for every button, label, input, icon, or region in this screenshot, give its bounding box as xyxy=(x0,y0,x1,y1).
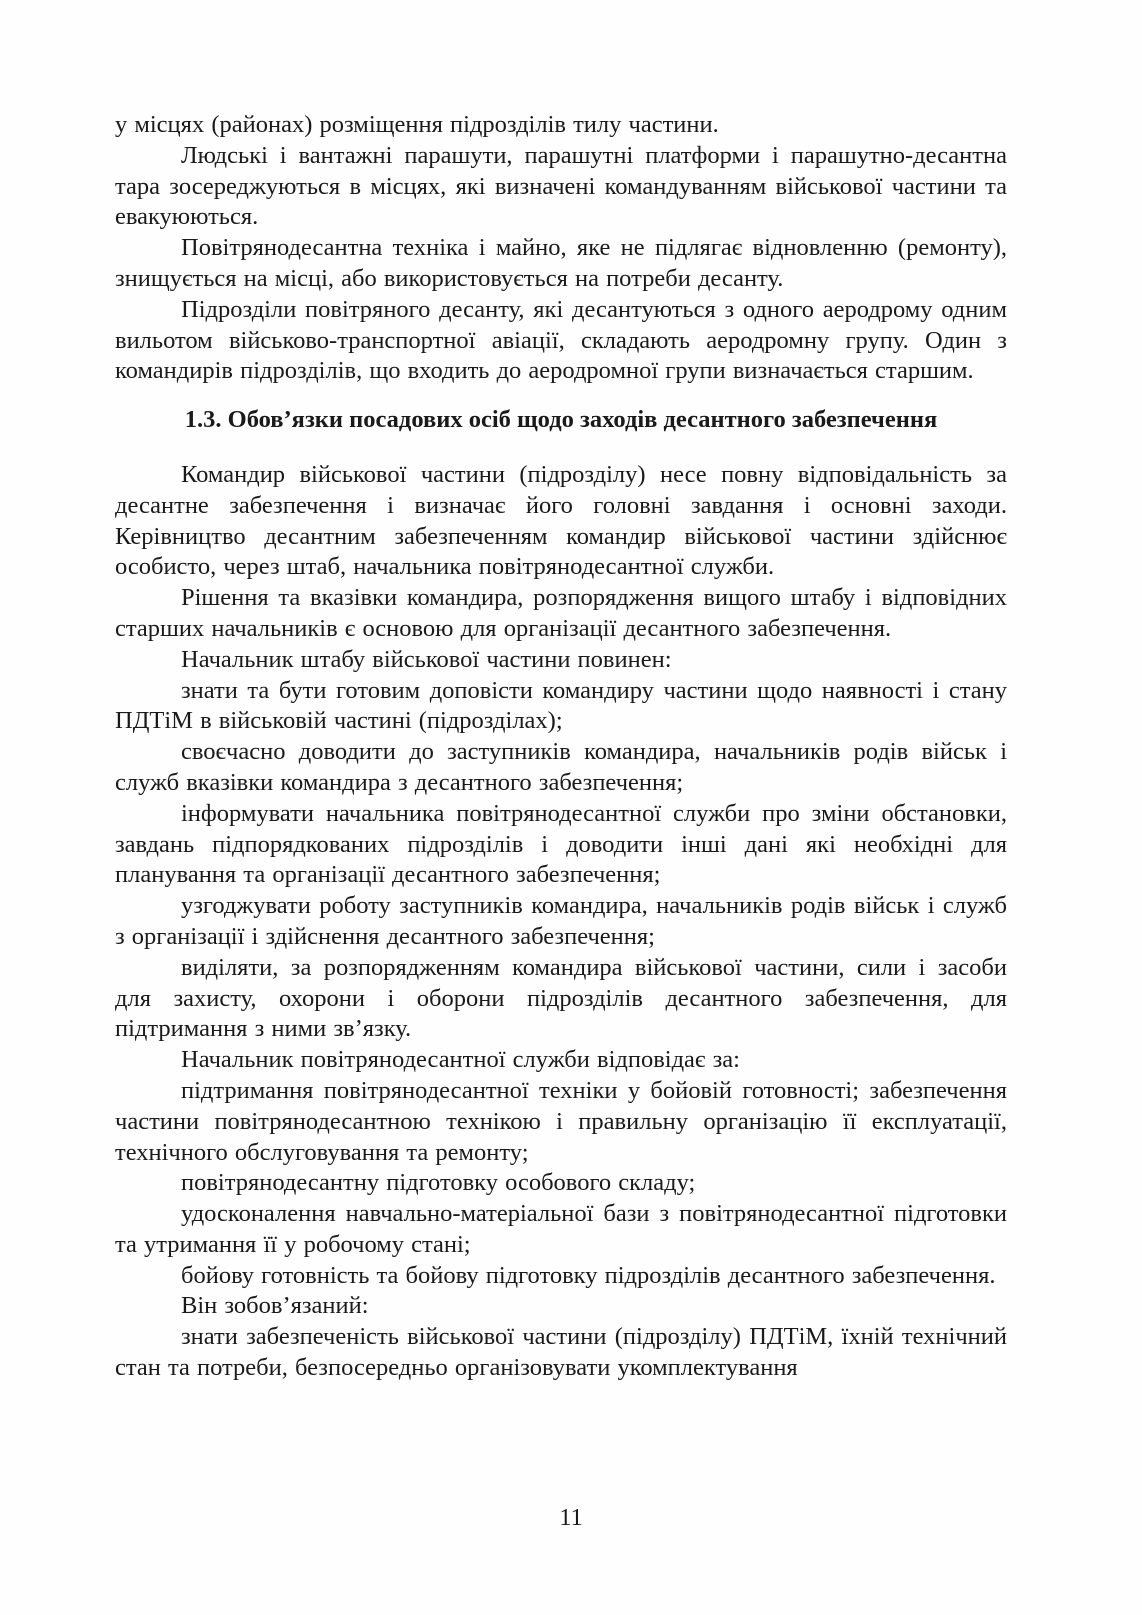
text-content xyxy=(115,110,1007,1384)
paragraph: Начальник штабу військової частини повинен: xyxy=(181,645,672,673)
paragraph: бойову готовність та бойову підготовку підрозділів десантного забезпечення. xyxy=(181,1261,996,1289)
paragraph: знати та бути готовим доповісти командиру частини щодо наявності і стану ПДТіМ в військовій частині (підрозділах); xyxy=(115,676,1007,735)
paragraph: удосконалення навчально-матеріальної бази з повітрянодесантної підготовки та утримання її у робочому стані; xyxy=(115,1200,1007,1258)
paragraph: Рішення та вказівки командира, розпорядження вищого штабу і відповідних старших начальників є основою для організації десантного забезпечення. xyxy=(115,584,1007,642)
paragraph: виділяти, за розпорядженням командира військової частини, сили і засоби для захисту, охорони і оборони підрозділів десантного забезпечення, для підтримання з ними зв’язку. xyxy=(115,953,1007,1043)
paragraph: Підрозділи повітряного десанту, які десантуються з одного аеродрому одним вильотом військово-транспортної авіації, складають аеродромну групу. Один з командирів підрозділів, що входить до аеродромної групи визначається старшим. xyxy=(115,295,1007,385)
paragraph: узгоджувати роботу заступників командира, начальників родів військ і служб з організації і здійснення десантного забезпечення; xyxy=(115,892,1007,950)
paragraph: повітрянодесантну підготовку особового складу; xyxy=(181,1169,696,1197)
paragraph: знати забезпеченість військової частини (підрозділу) ПДТіМ, їхній технічний стан та потреби, безпосередньо організовувати укомплектування xyxy=(115,1323,1007,1382)
paragraph: підтримання повітрянодесантної техніки у бойовій готовності; забезпечення частини повітрянодесантною технікою і правильну організацію її експлуатації, технічного обслуговування та ремонту; xyxy=(115,1076,1007,1166)
paragraph: Повітрянодесантна техніка і майно, яке не підлягає відновленню (ремонту), знищується на місці, або використовується на потреби десанту. xyxy=(115,234,1007,292)
paragraph: у місцях (районах) розміщення підрозділів тилу частини. xyxy=(115,111,719,138)
paragraph: своєчасно доводити до заступників командира, начальників родів військ і служб вказівки командира з десантного забезпечення; xyxy=(115,738,1007,796)
paragraph: Він зобов’язаний: xyxy=(181,1292,369,1320)
paragraph: інформувати начальника повітрянодесантної служби про зміни обстановки, завдань підпорядкованих підрозділів і доводити інші дані які необхідні для планування та організації десантного забезпечення; xyxy=(115,799,1007,889)
paragraph: Командир військової частини (підрозділу) несе повну відповідальність за десантне забезпечення і визначає його головні завдання і основні заходи. Керівництво десантним забезпеченням командир військової частини здійснює особисто, через штаб, начальника повітрянодесантної служби. xyxy=(115,460,1007,581)
paragraph: Людські і вантажні парашути, парашутні платформи і парашутно-десантна тара зосереджуються в місцях, які визначені командуванням військової частини та евакуюються. xyxy=(115,141,1007,231)
paragraph: Начальник повітрянодесантної служби відповідає за: xyxy=(181,1046,740,1074)
section-heading: 1.3. Обов’язки посадових осіб щодо заходів десантного забезпечення xyxy=(184,406,938,434)
page-number: 11 xyxy=(559,1504,583,1531)
